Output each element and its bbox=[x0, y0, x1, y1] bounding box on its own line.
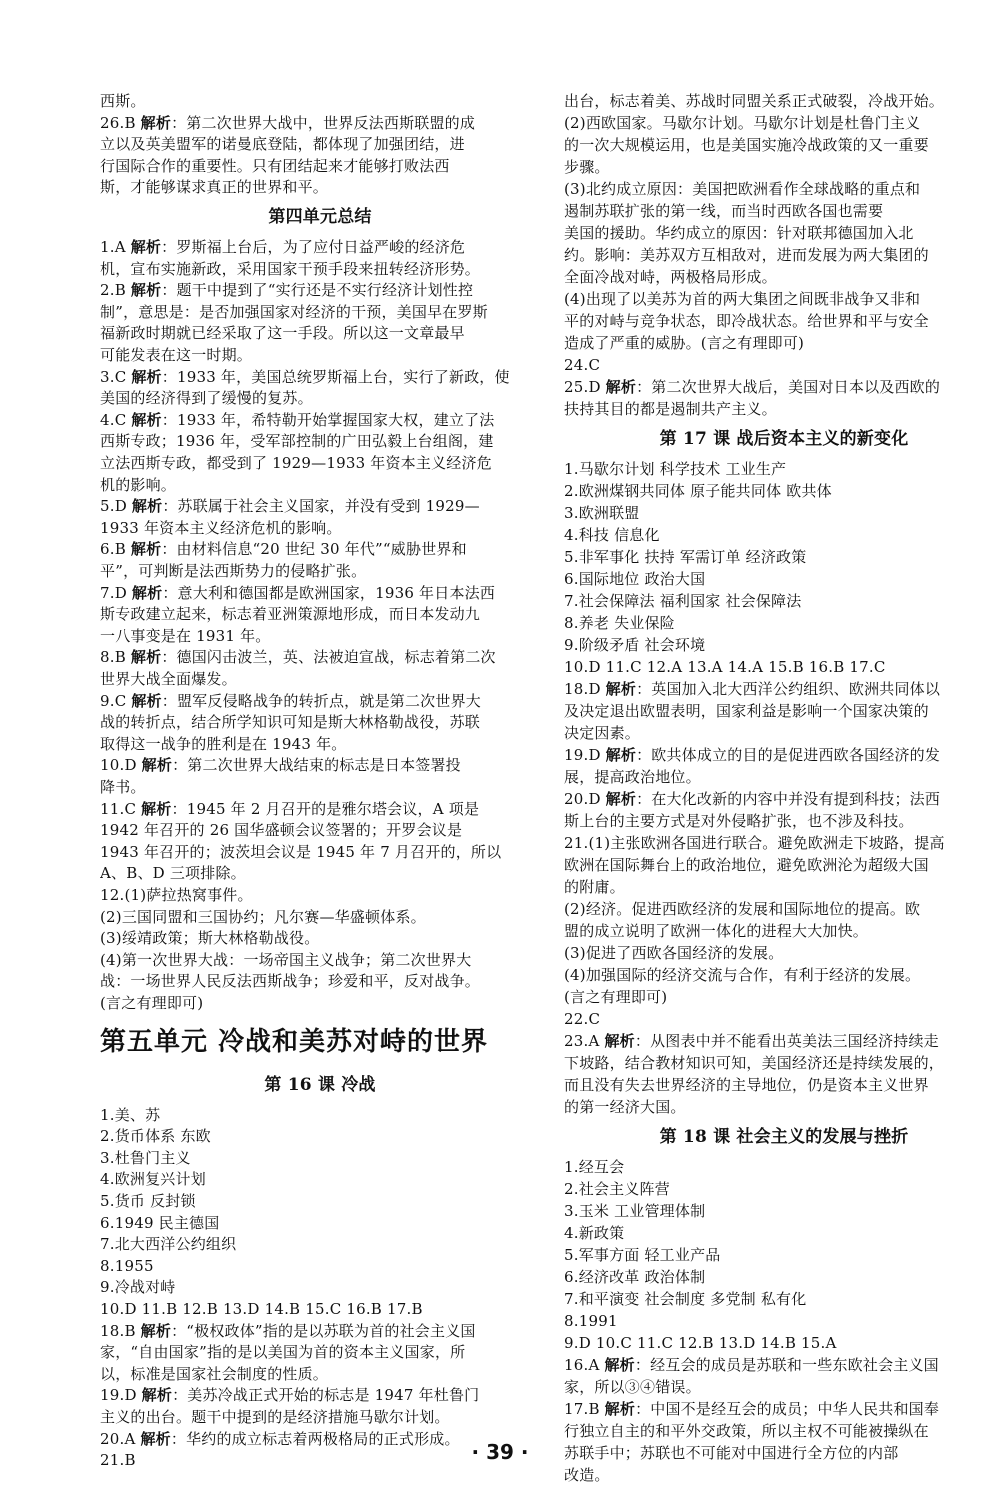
text-line: 7.和平演变 社会制度 多党制 私有化 bbox=[564, 1290, 807, 1308]
text-line: 战：一场世界人民反法西斯战争；珍爱和平，反对战争。 bbox=[100, 972, 481, 991]
text-line: (2)经济。促进西欧经济的发展和国际地位的提高。欧 bbox=[564, 900, 921, 918]
text-line: 取得这一战争的胜利是在 1943 年。 bbox=[100, 734, 347, 753]
text-line: 1942 年召开的 26 国华盛顿会议签署的；开罗会议是 bbox=[100, 821, 463, 840]
text-line: 23.A 解析：从图表中并不能看出英美法三国经济持续走 bbox=[564, 1032, 939, 1050]
text-line: 美国的援助。华约成立的原因：针对联邦德国加入北 bbox=[564, 224, 914, 242]
text-line: 20.D 解析：在大化改新的内容中并没有提到科技；法西 bbox=[564, 790, 941, 808]
text-line: 6.1949 民主德国 bbox=[100, 1213, 220, 1232]
text-line: 降书。 bbox=[100, 778, 146, 796]
text-line: 约。影响：美苏双方互相敌对，进而发展为两大集团的 bbox=[564, 246, 929, 264]
text-line: 以，标准是国家社会制度的性质。 bbox=[100, 1364, 329, 1383]
text-line: 9.冷战对峙 bbox=[100, 1278, 176, 1297]
text-line: 17.B 解析：中国不是经互会的成员；中华人民共和国奉 bbox=[564, 1400, 940, 1418]
text-line: 5.D 解析：苏联属于社会主义国家，并没有受到 1929— bbox=[100, 497, 480, 516]
text-line: 造成了严重的威胁。(言之有理即可) bbox=[564, 334, 805, 352]
text-line: 改造。 bbox=[564, 1466, 610, 1484]
text-line: 扶持其目的都是遏制共产主义。 bbox=[564, 400, 777, 418]
text-line: 2.社会主义阵营 bbox=[564, 1180, 670, 1198]
text-line: 7.北大西洋公约组织 bbox=[100, 1235, 237, 1254]
text-line: 福新政时期就已经采取了这一手段。所以这一文章最早 bbox=[100, 324, 465, 343]
text-line: (言之有理即可) bbox=[100, 994, 204, 1012]
text-line: 及决定退出欧盟表明，国家利益是影响一个国家决策的 bbox=[564, 702, 929, 720]
text-line: 1.马歇尔计划 科学技术 工业生产 bbox=[564, 460, 787, 478]
text-line: 的附庸。 bbox=[564, 878, 625, 896]
text-line: 战的转折点，结合所学知识可知是斯大林格勒战役，苏联 bbox=[100, 713, 481, 732]
text-line: 1.经互会 bbox=[564, 1158, 625, 1176]
text-line: (4)出现了以美苏为首的两大集团之间既非战争又非和 bbox=[564, 290, 921, 308]
text-line: 5.非军事化 扶持 军需订单 经济政策 bbox=[564, 548, 807, 566]
text-line: 的第一经济大国。 bbox=[564, 1098, 686, 1116]
text-line: 西斯专政；1936 年，受军部控制的广田弘毅上台组阁，建 bbox=[100, 432, 494, 451]
text-line: 7.D 解析：意大利和德国都是欧洲国家，1936 年日本法西 bbox=[100, 583, 496, 602]
text-line: 全面冷战对峙，两极格局形成。 bbox=[564, 268, 777, 286]
text-line: 16.A 解析：经互会的成员是苏联和一些东欧社会主义国 bbox=[564, 1356, 939, 1374]
text-line: 制”，意思是：是否加强国家对经济的干预，美国早在罗斯 bbox=[100, 302, 488, 321]
text-line: 斯专政建立起来，标志着亚洲策源地形成，而日本发动九 bbox=[100, 605, 481, 624]
text-line: 11.C 解析：1945 年 2 月召开的是雅尔塔会议，A 项是 bbox=[100, 799, 480, 818]
text-line: 26.B 解析：第二次世界大战中，世界反法西斯联盟的成 bbox=[100, 113, 476, 132]
text-line: 遏制苏联扩张的第一线，而当时西欧各国也需要 bbox=[564, 202, 884, 220]
text-line: 决定因素。 bbox=[564, 724, 641, 742]
text-line: 4.C 解析：1933 年，希特勒开始掌握国家大权，建立了法 bbox=[100, 410, 495, 429]
text-line: 平”，可判断是法西斯势力的侵略扩张。 bbox=[100, 562, 367, 580]
section-heading: 第四单元总结 bbox=[268, 207, 372, 227]
text-line: 10.D 解析：第二次世界大战结束的标志是日本签署投 bbox=[100, 756, 461, 775]
text-line: 6.经济改革 政治体制 bbox=[564, 1268, 706, 1286]
text-line: 18.D 解析：英国加入北大西洋公约组织、欧洲共同体以 bbox=[564, 680, 941, 698]
text-line: 盟的成立说明了欧洲一体化的进程大大加快。 bbox=[564, 922, 869, 940]
text-line: 1.A 解析：罗斯福上台后，为了应付日益严峻的经济危 bbox=[100, 238, 466, 256]
text-line: 行国际合作的重要性。只有团结起来才能够打败法西 bbox=[100, 156, 450, 175]
text-line: 12.(1)萨拉热窝事件。 bbox=[100, 886, 253, 904]
text-line: 3.C 解析：1933 年，美国总统罗斯福上台，实行了新政，使 bbox=[100, 367, 510, 386]
text-line: 可能发表在这一时期。 bbox=[100, 346, 253, 364]
text-line: 行独立自主的和平外交政策，所以主权不可能被操纵在 bbox=[564, 1422, 929, 1440]
text-line: 9.阶级矛盾 社会环境 bbox=[564, 636, 706, 654]
text-line: 8.B 解析：德国闪击波兰，英、法被迫宣战，标志着第二次 bbox=[100, 648, 496, 667]
text-line: 9.C 解析：盟军反侵略战争的转折点，就是第二次世界大 bbox=[100, 691, 481, 710]
text-line: (4)第一次世界大战：一场帝国主义战争；第二次世界大 bbox=[100, 950, 472, 969]
text-line: 的一次大规模运用，也是美国实施冷战政策的又一重要 bbox=[564, 136, 929, 154]
text-line: 机的影响。 bbox=[100, 475, 177, 494]
text-line: 6.B 解析：由材料信息“20 世纪 30 年代”“威胁世界和 bbox=[100, 540, 467, 559]
text-line: 家，所以③④错误。 bbox=[564, 1378, 701, 1396]
text-line: 平的对峙与竞争状态，即冷战状态。给世界和平与安全 bbox=[564, 312, 929, 330]
text-line: 1.美、苏 bbox=[100, 1105, 161, 1124]
text-line: 一八事变是在 1931 年。 bbox=[100, 626, 271, 645]
text-line: 3.玉米 工业管理体制 bbox=[564, 1202, 706, 1220]
text-line: 世界大战全面爆发。 bbox=[100, 670, 237, 688]
text-line: (2)三国同盟和三国协约；凡尔赛—华盛顿体系。 bbox=[100, 907, 426, 926]
text-line: (言之有理即可) bbox=[564, 988, 668, 1006]
text-line: 斯，才能够谋求真正的世界和平。 bbox=[100, 178, 329, 197]
text-line: 1943 年召开的；波茨坦会议是 1945 年 7 月召开的，所以 bbox=[100, 842, 502, 861]
section-heading: 第 16 课 冷战 bbox=[264, 1074, 376, 1095]
text-line: 21.B bbox=[100, 1451, 136, 1470]
text-line: 5.货币 反封锁 bbox=[100, 1192, 196, 1210]
text-line: 9.D 10.C 11.C 12.B 13.D 14.B 15.A bbox=[564, 1334, 837, 1352]
text-line: 3.欧洲联盟 bbox=[564, 504, 640, 522]
text-line: 6.国际地位 政治大国 bbox=[564, 570, 706, 588]
text-line: 4.欧洲复兴计划 bbox=[100, 1170, 206, 1189]
text-line: 主义的出台。题干中提到的是经济措施马歇尔计划。 bbox=[100, 1408, 450, 1426]
text-line: 5.军事方面 轻工业产品 bbox=[564, 1246, 721, 1264]
text-line: A、B、D 三项排除。 bbox=[100, 864, 246, 883]
page-number: · 39 · bbox=[471, 1440, 529, 1464]
section-heading: 第 18 课 社会主义的发展与挫折 bbox=[659, 1127, 909, 1147]
text-line: 25.D 解析：第二次世界大战后，美国对日本以及西欧的 bbox=[564, 378, 941, 396]
text-line: 而且没有失去世界经济的主导地位，仍是资本主义世界 bbox=[564, 1076, 929, 1094]
text-line: 21.(1)主张欧洲各国进行联合。避免欧洲走下坡路，提高 bbox=[564, 834, 945, 852]
text-line: 24.C bbox=[564, 356, 601, 374]
text-line: (4)加强国际的经济交流与合作，有利于经济的发展。 bbox=[564, 966, 921, 984]
text-line: 8.1955 bbox=[100, 1256, 154, 1275]
text-line: 西斯。 bbox=[100, 92, 146, 110]
text-line: 8.养老 失业保险 bbox=[564, 614, 675, 632]
text-line: 10.D 11.B 12.B 13.D 14.B 15.C 16.B 17.B bbox=[100, 1300, 423, 1318]
text-line: 美国的经济得到了缓慢的复苏。 bbox=[100, 389, 313, 408]
text-line: 22.C bbox=[564, 1010, 601, 1028]
text-line: 20.A 解析：华约的成立标志着两极格局的正式形成。 bbox=[100, 1429, 460, 1448]
text-line: 18.B 解析：“极权政体”指的是以苏联为首的社会主义国 bbox=[100, 1321, 476, 1340]
text-line: 苏联手中；苏联也不可能对中国进行全方位的内部 bbox=[564, 1444, 899, 1462]
text-line: 机，宣布实施新政，采用国家干预手段来扭转经济形势。 bbox=[100, 259, 481, 278]
text-line: (3)绥靖政策；斯大林格勒战役。 bbox=[100, 929, 320, 948]
text-line: 1933 年资本主义经济危机的影响。 bbox=[100, 518, 342, 537]
text-line: 家，“自由国家”指的是以美国为首的资本主义国家，所 bbox=[100, 1343, 466, 1362]
text-line: 立以及英美盟军的诺曼底登陆，都体现了加强团结，进 bbox=[100, 135, 465, 154]
text-line: 2.货币体系 东欧 bbox=[100, 1127, 211, 1146]
text-line: 2.B 解析：题干中提到了“实行还是不实行经济计划性控 bbox=[100, 281, 474, 300]
text-line: 欧洲在国际舞台上的政治地位，避免欧洲沦为超级大国 bbox=[564, 856, 929, 874]
text-line: 下坡路，结合教材知识可知，美国经济还是持续发展的， bbox=[564, 1054, 945, 1072]
text-line: 出台，标志着美、苏战时同盟关系正式破裂，冷战开始。 bbox=[564, 92, 945, 110]
text-line: (3)促进了西欧各国经济的发展。 bbox=[564, 944, 784, 962]
text-line: 4.新政策 bbox=[564, 1224, 625, 1242]
text-line: 立法西斯专政，都受到了 1929—1933 年资本主义经济危 bbox=[100, 454, 492, 472]
text-line: 展，提高政治地位。 bbox=[564, 768, 701, 786]
text-line: 7.社会保障法 福利国家 社会保障法 bbox=[564, 592, 802, 610]
text-line: 斯上台的主要方式是对外侵略扩张，也不涉及科技。 bbox=[564, 812, 914, 830]
section-heading: 第 17 课 战后资本主义的新变化 bbox=[659, 429, 909, 449]
unit-heading: 第五单元 冷战和美苏对峙的世界 bbox=[100, 1026, 489, 1057]
text-line: 4.科技 信息化 bbox=[564, 526, 660, 544]
text-line: 10.D 11.C 12.A 13.A 14.A 15.B 16.B 17.C bbox=[564, 658, 886, 676]
text-line: (2)西欧国家。马歇尔计划。马歇尔计划是杜鲁门主义 bbox=[564, 114, 921, 132]
text-line: 19.D 解析：欧共体成立的目的是促进西欧各国经济的发 bbox=[564, 746, 941, 764]
text-line: 8.1991 bbox=[564, 1312, 618, 1330]
text-line: (3)北约成立原因：美国把欧洲看作全球战略的重点和 bbox=[564, 180, 921, 198]
text-line: 2.欧洲煤钢共同体 原子能共同体 欧共体 bbox=[564, 482, 832, 500]
text-line: 步骤。 bbox=[564, 158, 610, 176]
text-line: 3.杜鲁门主义 bbox=[100, 1148, 191, 1167]
text-line: 19.D 解析：美苏冷战正式开始的标志是 1947 年杜鲁门 bbox=[100, 1386, 480, 1405]
